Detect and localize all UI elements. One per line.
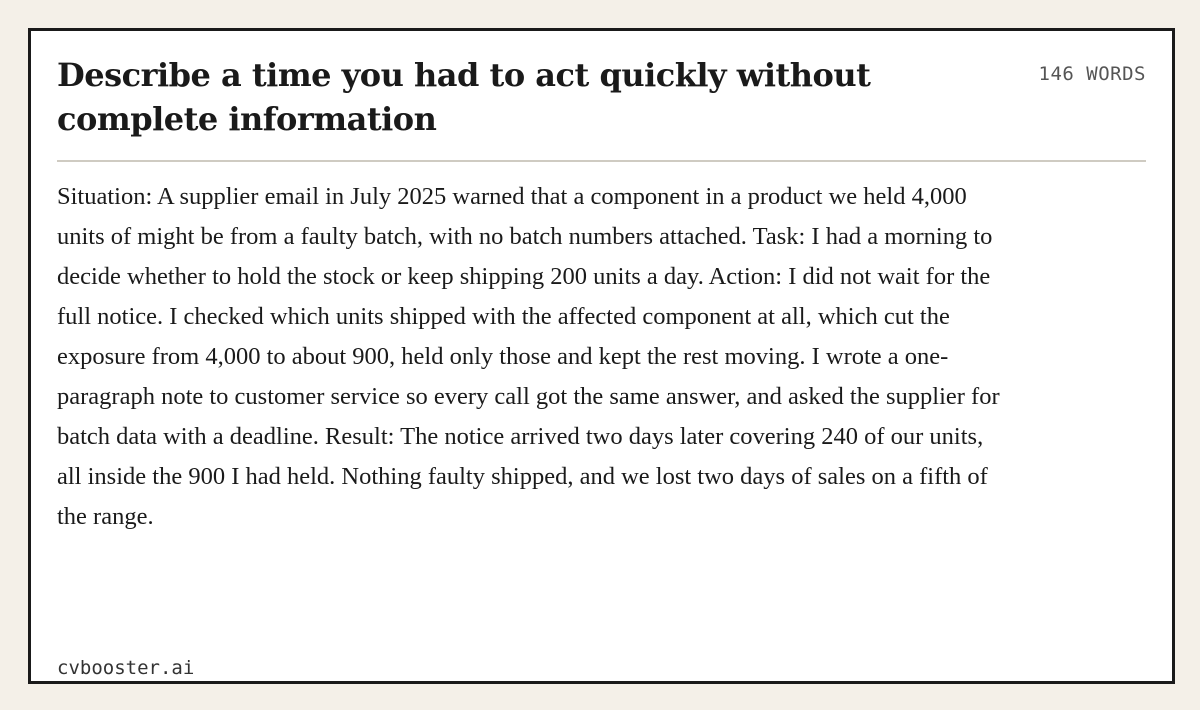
answer-card bbox=[28, 28, 1175, 684]
word-count-badge: 146 WORDS bbox=[1038, 63, 1146, 85]
question-title: Describe a time you had to act quickly without complete information bbox=[57, 56, 871, 138]
answer-text: Situation: A supplier email in July 2025 warned that a component in a product we held 4,000 units of might be from a faulty batch, with no batch numbers attached. Task: I had a morning to decide whether to hold the stock or keep shipping 200 units a day. Action: I did not wait for the full notice. I checked which units shipped with the affected component at all, which cut the exposure from 4,000 to about 900, held only those and kept the rest moving. I wrote a one-paragraph note to customer service so every call got the same answer, and asked the supplier for batch data with a deadline. Result: The notice arrived two days later covering 240 of our units, all inside the 900 I had held. Nothing faulty shipped, and we lost two days of sales on a fifth of the range. bbox=[57, 183, 1000, 530]
brand-footer: cvbooster.ai bbox=[57, 657, 195, 679]
divider bbox=[57, 160, 1146, 162]
